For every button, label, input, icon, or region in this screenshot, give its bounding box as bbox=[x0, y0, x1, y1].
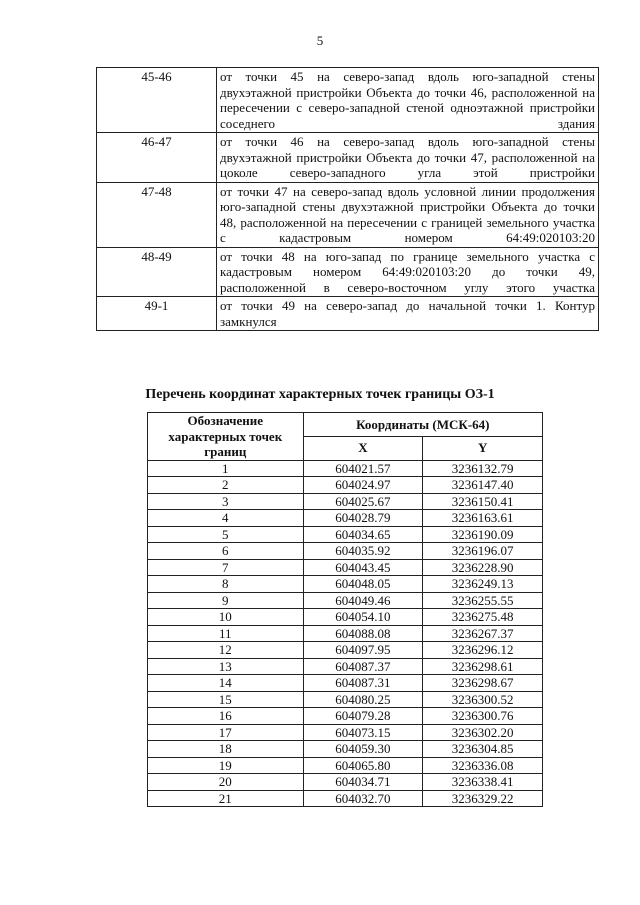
segment-description: от точки 45 на северо-запад вдоль юго-западной стены двухэтажной пристройки Объекта до точки 46, расположенной на пересечении с северо-западной стеной одноэтажной пристройки соседнего здания bbox=[217, 68, 599, 133]
page-number: 5 bbox=[316, 33, 324, 48]
point-number: 7 bbox=[148, 559, 304, 576]
coordinate-y: 3236296.12 bbox=[423, 642, 543, 659]
coordinate-row bbox=[148, 675, 543, 692]
point-number: 10 bbox=[148, 609, 304, 626]
coordinate-row bbox=[148, 526, 543, 543]
coordinate-x: 604024.97 bbox=[303, 477, 423, 494]
coordinate-row bbox=[148, 625, 543, 642]
coordinate-row bbox=[148, 559, 543, 576]
point-number: 13 bbox=[148, 658, 304, 675]
coordinate-row bbox=[148, 493, 543, 510]
coordinate-y: 3236190.09 bbox=[423, 526, 543, 543]
coordinates-header: Координаты (МСК-64) bbox=[303, 413, 542, 437]
segment-description: от точки 46 на северо-запад вдоль юго-западной стены двухэтажной пристройки Объекта до точки 47, расположенной на цоколе северо-западного угла этой пристройки bbox=[217, 133, 599, 183]
coordinate-row bbox=[148, 790, 543, 807]
segment-row bbox=[97, 247, 599, 297]
point-number: 16 bbox=[148, 708, 304, 725]
coordinate-x: 604088.08 bbox=[303, 625, 423, 642]
coordinate-x: 604028.79 bbox=[303, 510, 423, 527]
coordinate-x: 604034.65 bbox=[303, 526, 423, 543]
segment-code: 49-1 bbox=[97, 297, 217, 331]
coordinate-x: 604073.15 bbox=[303, 724, 423, 741]
coordinate-y: 3236300.52 bbox=[423, 691, 543, 708]
coordinate-row bbox=[148, 724, 543, 741]
coordinate-y: 3236147.40 bbox=[423, 477, 543, 494]
coordinate-y: 3236196.07 bbox=[423, 543, 543, 560]
point-number: 19 bbox=[148, 757, 304, 774]
coordinate-y: 3236329.22 bbox=[423, 790, 543, 807]
point-number: 12 bbox=[148, 642, 304, 659]
segment-row bbox=[97, 133, 599, 183]
segment-code: 45-46 bbox=[97, 68, 217, 133]
point-number: 18 bbox=[148, 741, 304, 758]
coordinate-y: 3236302.20 bbox=[423, 724, 543, 741]
coordinate-x: 604097.95 bbox=[303, 642, 423, 659]
point-number: 14 bbox=[148, 675, 304, 692]
segment-row bbox=[97, 68, 599, 133]
coordinate-y: 3236132.79 bbox=[423, 460, 543, 477]
segment-description: от точки 48 на юго-запад по границе земельного участка с кадастровым номером 64:49:020103:20 до точки 49, расположенной в северо-восточном углу этого участка bbox=[217, 247, 599, 297]
x-header: X bbox=[303, 436, 423, 460]
segment-row bbox=[97, 182, 599, 247]
coordinate-x: 604087.31 bbox=[303, 675, 423, 692]
coordinate-x: 604034.71 bbox=[303, 774, 423, 791]
coordinate-y: 3236267.37 bbox=[423, 625, 543, 642]
coordinate-row bbox=[148, 592, 543, 609]
coordinate-row bbox=[148, 757, 543, 774]
coordinate-x: 604080.25 bbox=[303, 691, 423, 708]
point-number: 21 bbox=[148, 790, 304, 807]
point-number: 15 bbox=[148, 691, 304, 708]
coordinate-y: 3236249.13 bbox=[423, 576, 543, 593]
coordinate-row bbox=[148, 642, 543, 659]
boundary-segments-table bbox=[96, 67, 599, 331]
coordinate-x: 604043.45 bbox=[303, 559, 423, 576]
coordinate-row bbox=[148, 510, 543, 527]
point-number: 5 bbox=[148, 526, 304, 543]
segment-description: от точки 49 на северо-запад до начальной точки 1. Контур замкнулся bbox=[217, 297, 599, 331]
coordinate-x: 604032.70 bbox=[303, 790, 423, 807]
coordinate-y: 3236150.41 bbox=[423, 493, 543, 510]
segment-code: 47-48 bbox=[97, 182, 217, 247]
coordinate-x: 604065.80 bbox=[303, 757, 423, 774]
coordinate-y: 3236298.61 bbox=[423, 658, 543, 675]
segment-code: 48-49 bbox=[97, 247, 217, 297]
point-number: 2 bbox=[148, 477, 304, 494]
coordinates-table bbox=[147, 412, 543, 807]
coordinate-y: 3236338.41 bbox=[423, 774, 543, 791]
coordinate-row bbox=[148, 460, 543, 477]
point-number: 8 bbox=[148, 576, 304, 593]
coordinate-y: 3236304.85 bbox=[423, 741, 543, 758]
coordinate-row bbox=[148, 774, 543, 791]
coordinate-y: 3236300.76 bbox=[423, 708, 543, 725]
coordinate-y: 3236163.61 bbox=[423, 510, 543, 527]
coordinate-row bbox=[148, 658, 543, 675]
point-number: 11 bbox=[148, 625, 304, 642]
coordinate-row bbox=[148, 741, 543, 758]
coordinate-y: 3236275.48 bbox=[423, 609, 543, 626]
point-number: 9 bbox=[148, 592, 304, 609]
segment-code: 46-47 bbox=[97, 133, 217, 183]
segment-row bbox=[97, 297, 599, 331]
coordinate-row bbox=[148, 477, 543, 494]
designation-header: Обозначение характерных точек границ bbox=[148, 413, 304, 461]
coordinate-y: 3236336.08 bbox=[423, 757, 543, 774]
coordinates-title: Перечень координат характерных точек границы ОЗ-1 bbox=[145, 387, 495, 402]
coordinate-x: 604048.05 bbox=[303, 576, 423, 593]
coordinate-x: 604079.28 bbox=[303, 708, 423, 725]
coordinate-x: 604035.92 bbox=[303, 543, 423, 560]
coordinate-x: 604054.10 bbox=[303, 609, 423, 626]
coordinate-x: 604025.67 bbox=[303, 493, 423, 510]
coordinate-row bbox=[148, 576, 543, 593]
coordinate-y: 3236298.67 bbox=[423, 675, 543, 692]
coordinate-x: 604059.30 bbox=[303, 741, 423, 758]
point-number: 17 bbox=[148, 724, 304, 741]
coordinate-row bbox=[148, 543, 543, 560]
coordinate-row bbox=[148, 609, 543, 626]
coordinate-row bbox=[148, 708, 543, 725]
point-number: 20 bbox=[148, 774, 304, 791]
segment-description: от точки 47 на северо-запад вдоль условной линии продолжения юго-западной стены двухэтажной пристройки Объекта до точки 48, расположенной на пересечении с границей земельного участка с кадастровым номером 64:49:020103:20 bbox=[217, 182, 599, 247]
point-number: 1 bbox=[148, 460, 304, 477]
coordinate-y: 3236255.55 bbox=[423, 592, 543, 609]
coordinate-x: 604021.57 bbox=[303, 460, 423, 477]
coordinate-row bbox=[148, 691, 543, 708]
point-number: 4 bbox=[148, 510, 304, 527]
coordinate-x: 604087.37 bbox=[303, 658, 423, 675]
coordinate-y: 3236228.90 bbox=[423, 559, 543, 576]
y-header: Y bbox=[423, 436, 543, 460]
point-number: 3 bbox=[148, 493, 304, 510]
coordinate-x: 604049.46 bbox=[303, 592, 423, 609]
point-number: 6 bbox=[148, 543, 304, 560]
